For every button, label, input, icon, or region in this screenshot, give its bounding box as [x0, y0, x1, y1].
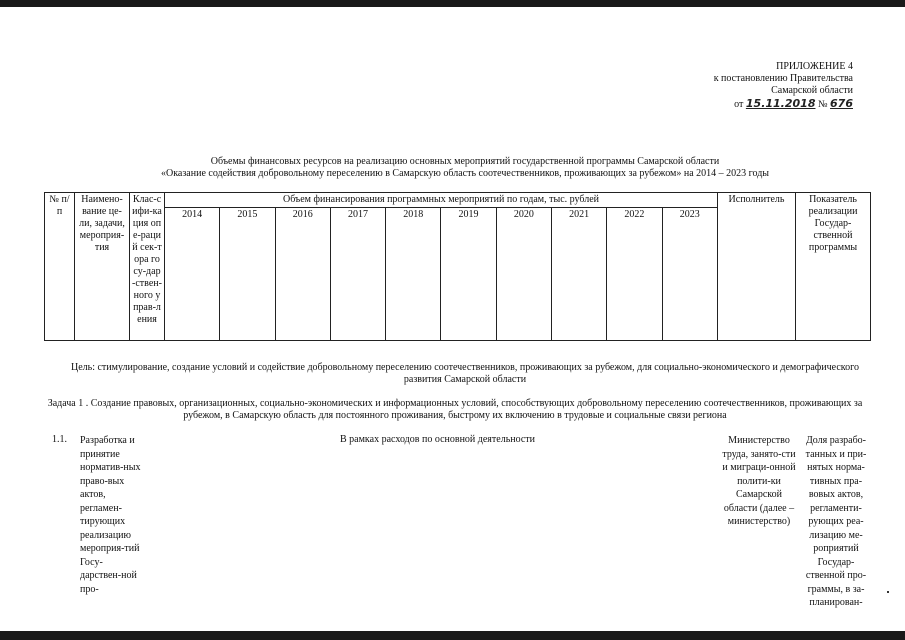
- appendix-line-1: к постановлению Правительства: [713, 73, 853, 84]
- row-number: 1.1.: [52, 434, 67, 445]
- year-cell: 2014: [165, 208, 220, 341]
- scan-bottom-border: [0, 631, 905, 640]
- goal-text: Цель: стимулирование, создание условий и содействие добровольному переселению соотечественников, проживающих за рубежом, для социально-экономического и демографического развития Самарской области: [70, 362, 859, 385]
- col-num-header: № п/п: [45, 193, 75, 341]
- table-header-row-1: [45, 193, 871, 208]
- col-funding-header: Объем финансирования программных мероприятий по годам, тыс. рублей: [165, 193, 718, 208]
- appendix-date-line: [653, 98, 853, 111]
- row-indicator: Доля разрабо-танных и при-нятых норма-тивных пра-вовых актов, регламенти-рующих реа-лизацию ме-роприятий Государ-ственной про-граммы, в за-планирован-: [805, 435, 867, 608]
- col-name-header: Наимено-вание це-ли, задачи, мероприя-тия: [75, 193, 130, 341]
- year-cell: 2016: [275, 208, 330, 341]
- col-indicator-header: Показатель реализации Государ-ственной программы: [796, 193, 871, 341]
- scan-top-border: [0, 0, 905, 7]
- appendix-heading: ПРИЛОЖЕНИЕ 4: [776, 61, 853, 72]
- row-executor: Министерство труда, занято-сти и миграци-онной полити-ки Самарской области (далее – министерство): [722, 435, 796, 527]
- col-executor-header: Исполнитель: [718, 193, 796, 341]
- year-cell: 2023: [662, 208, 717, 341]
- year-cell: 2020: [496, 208, 551, 341]
- from-label: от: [734, 99, 744, 110]
- row-name: Разработка и принятие норматив-ных право-вых актов, регламен-тирующих реализацию мероприя-тий Госу-дарствен-ной про-: [80, 435, 141, 595]
- col-class-header: Клас-сифи-кация опе-раций сек-тора госу-дар-ствен-ного управ-ления: [130, 193, 165, 341]
- scan-speck: [887, 591, 889, 593]
- number-label: №: [817, 99, 828, 110]
- year-cell: 2021: [551, 208, 606, 341]
- year-cell: 2018: [386, 208, 441, 341]
- document-title: [60, 156, 870, 180]
- handwritten-date: 15.11.2018: [745, 97, 816, 110]
- year-cell: 2019: [441, 208, 496, 341]
- row-funding: В рамках расходов по основной деятельности: [340, 434, 536, 445]
- title-line-1: Объемы финансовых ресурсов на реализацию основных мероприятий государственной программы Самарской области: [210, 156, 720, 167]
- appendix-header: [653, 61, 853, 111]
- year-cell: 2017: [330, 208, 385, 341]
- year-cell: 2022: [607, 208, 662, 341]
- title-line-2: «Оказание содействия добровольному переселению в Самарскую область соотечественников, проживающих за рубежом» на 2014 – 2023 годы: [160, 168, 770, 179]
- handwritten-number: 676: [830, 97, 853, 110]
- year-cell: 2015: [220, 208, 275, 341]
- appendix-line-2: Самарской области: [771, 85, 853, 96]
- funding-table: [44, 192, 871, 341]
- task-text: Задача 1 . Создание правовых, организационных, социально-экономических и информационных условий, способствующих добровольному переселению соотечественников, проживающих за рубежом, в Самарскую область для постоянного проживания, быстрому их включению в трудовые и социальные связи региона: [47, 398, 863, 421]
